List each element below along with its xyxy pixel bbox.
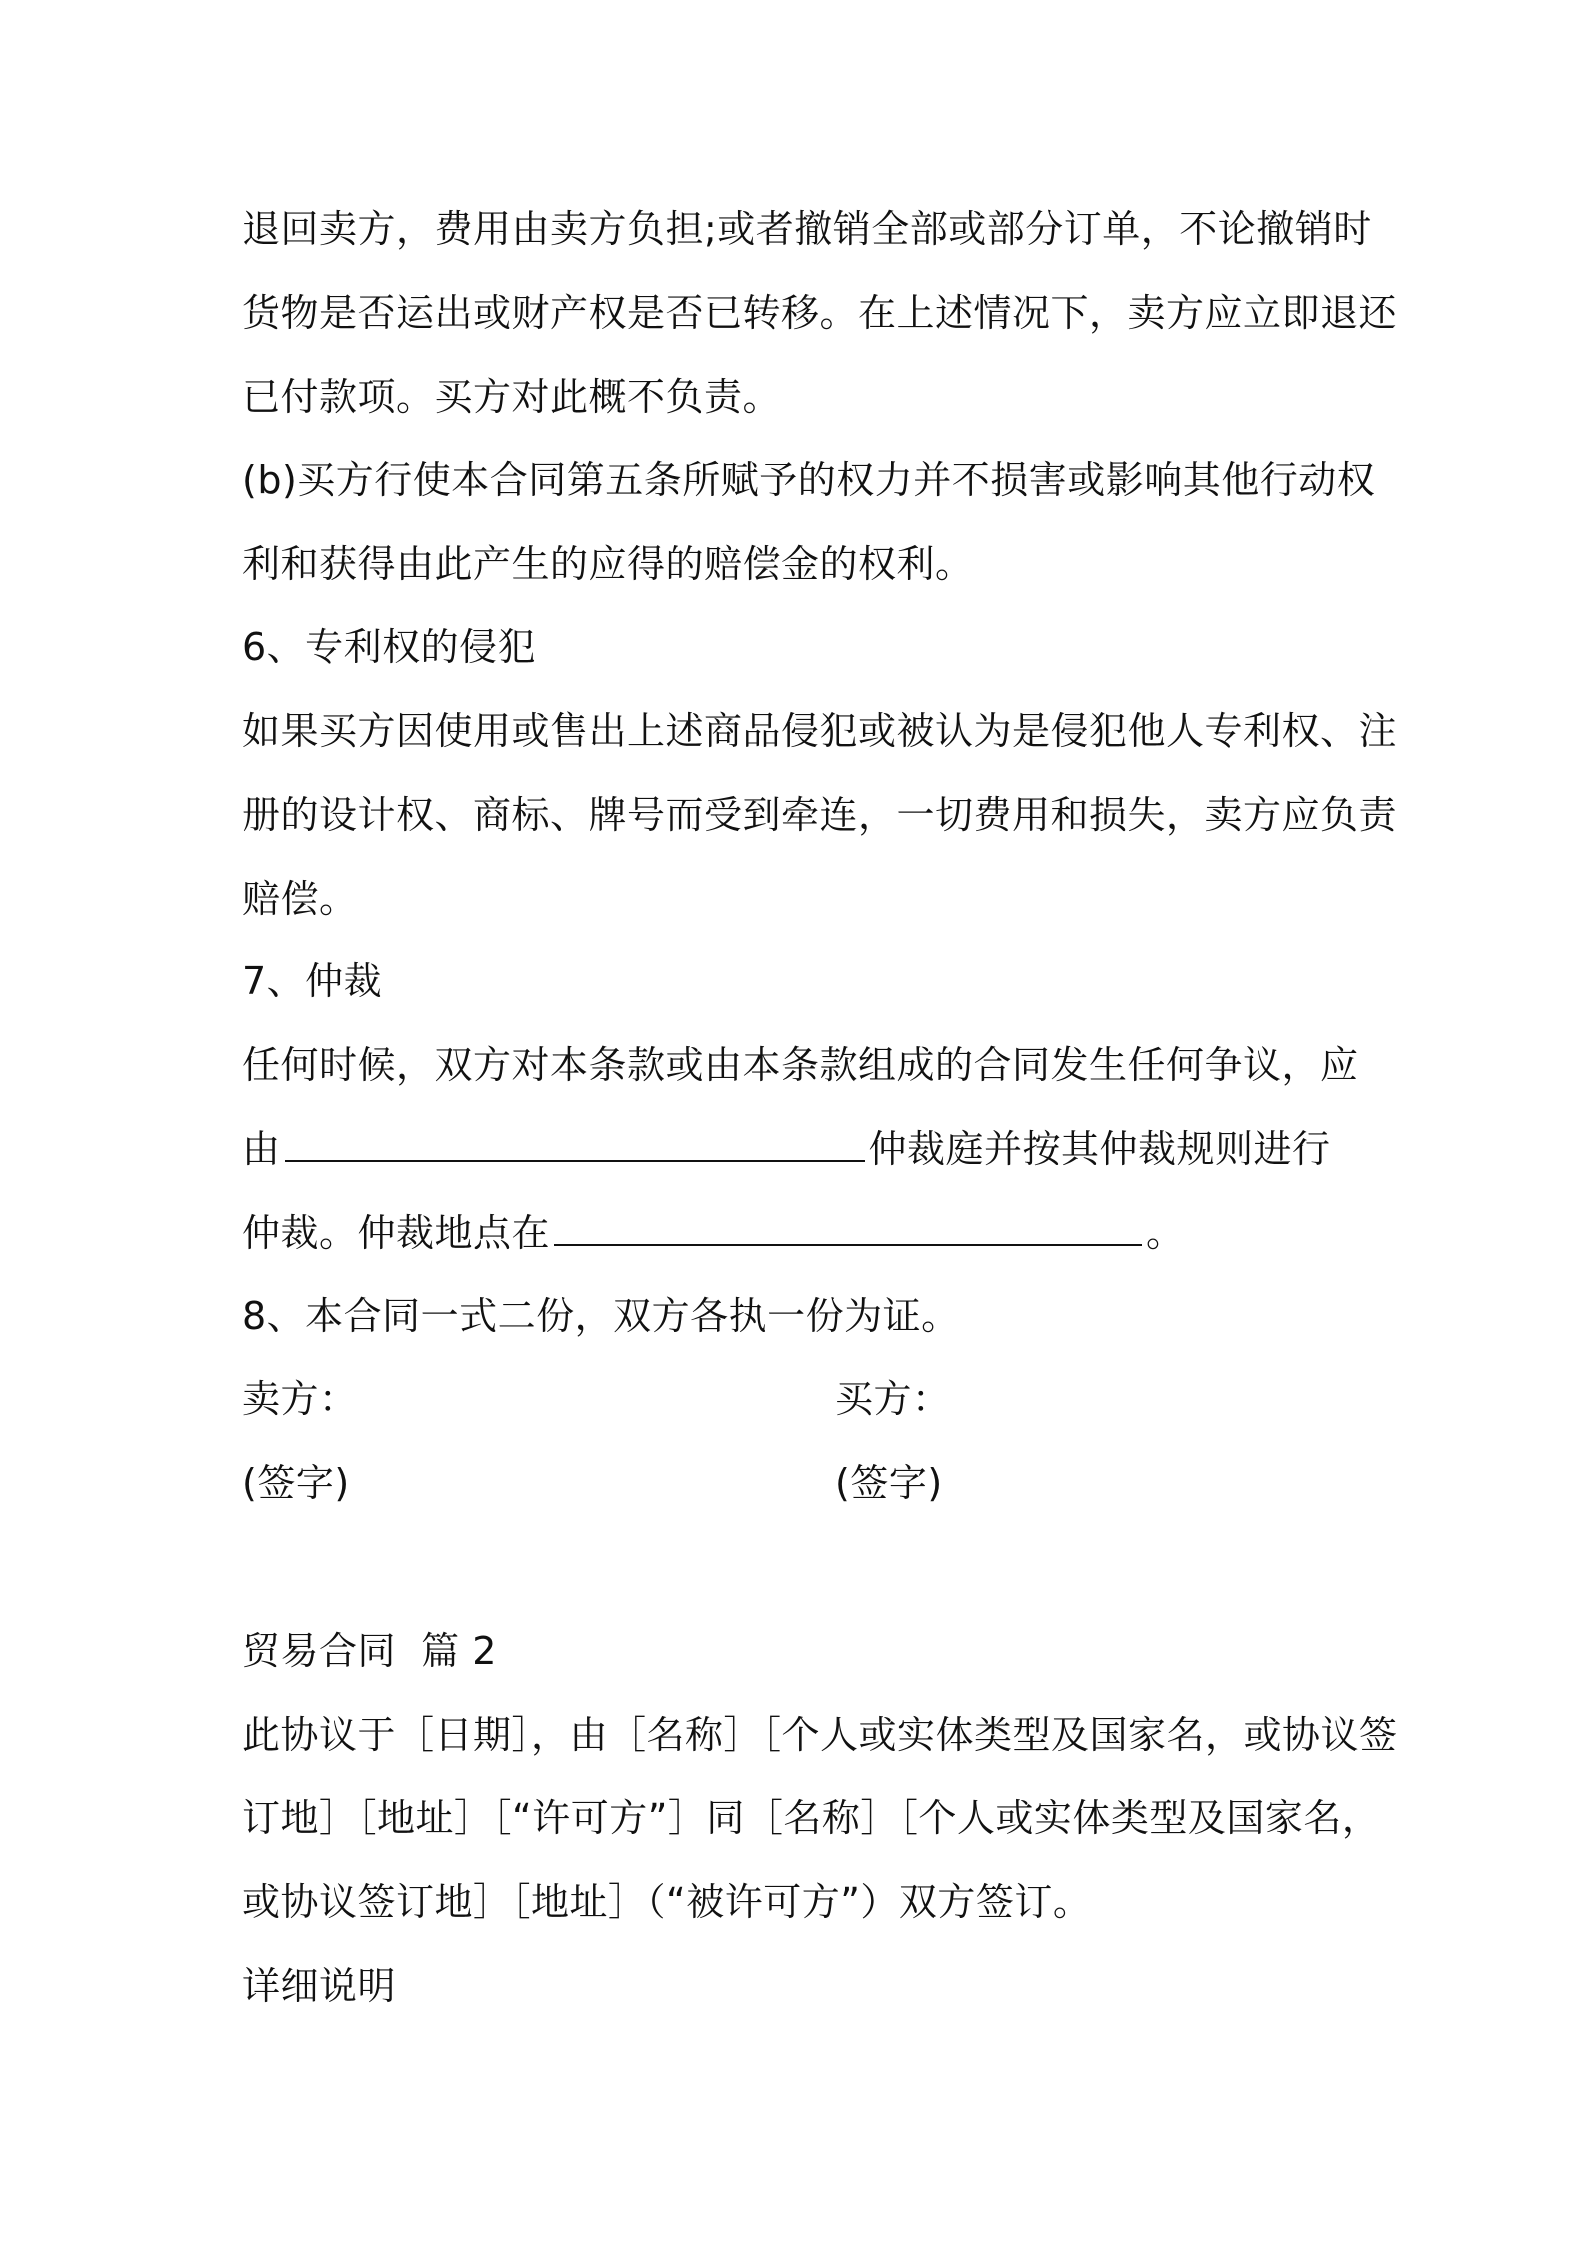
- body-line: 退回卖方，费用由卖方负担;或者撤销全部或部分订单，不论撤销时: [242, 207, 1372, 251]
- clause-8: 8、本合同一式二份，双方各执一份为证。: [242, 1294, 960, 1338]
- section-2-title: 贸易合同 篇 2: [242, 1629, 497, 1673]
- body-line: 利和获得由此产生的应得的赔偿金的权利。: [242, 542, 974, 586]
- seller-signature: (签字): [242, 1461, 350, 1505]
- arbitration-court-blank[interactable]: [285, 1130, 865, 1162]
- section-heading: 详细说明: [242, 1964, 397, 2008]
- arbitration-a-prefix: 由: [242, 1127, 281, 1171]
- buyer-label: 买方：: [835, 1377, 951, 1421]
- arbitration-line-b: [242, 1208, 1185, 1258]
- arbitration-b-suffix: 。: [1146, 1211, 1185, 1255]
- clause-heading-7: 7、仲裁: [242, 959, 383, 1003]
- body-line: 或协议签订地］［地址］（“被许可方”）双方签订。: [242, 1880, 1092, 1924]
- clause-heading-6: 6、专利权的侵犯: [242, 625, 537, 669]
- arbitration-line-a: [242, 1124, 1331, 1174]
- body-line: 此协议于［日期］，由［名称］［个人或实体类型及国家名，或协议签: [242, 1713, 1398, 1757]
- arbitration-place-blank[interactable]: [554, 1214, 1142, 1246]
- body-line: (b)买方行使本合同第五条所赋予的权力并不损害或影响其他行动权: [242, 458, 1376, 502]
- body-line: 册的设计权、商标、牌号而受到牵连，一切费用和损失，卖方应负责: [242, 793, 1398, 837]
- body-line: 订地］［地址］［“许可方”］同［名称］［个人或实体类型及国家名，: [242, 1796, 1381, 1840]
- seller-label: 卖方：: [242, 1377, 358, 1421]
- body-line: 任何时候，双方对本条款或由本条款组成的合同发生任何争议，应: [242, 1043, 1359, 1087]
- body-line: 赔偿。: [242, 877, 358, 921]
- body-line: 已付款项。买方对此概不负责。: [242, 375, 782, 419]
- arbitration-a-suffix: 仲裁庭并按其仲裁规则进行: [868, 1127, 1331, 1171]
- body-line: 货物是否运出或财产权是否已转移。在上述情况下，卖方应立即退还: [242, 291, 1398, 335]
- buyer-signature: (签字): [835, 1461, 943, 1505]
- arbitration-b-prefix: 仲裁。仲裁地点在: [242, 1211, 551, 1255]
- body-line: 如果买方因使用或售出上述商品侵犯或被认为是侵犯他人专利权、注: [242, 709, 1398, 753]
